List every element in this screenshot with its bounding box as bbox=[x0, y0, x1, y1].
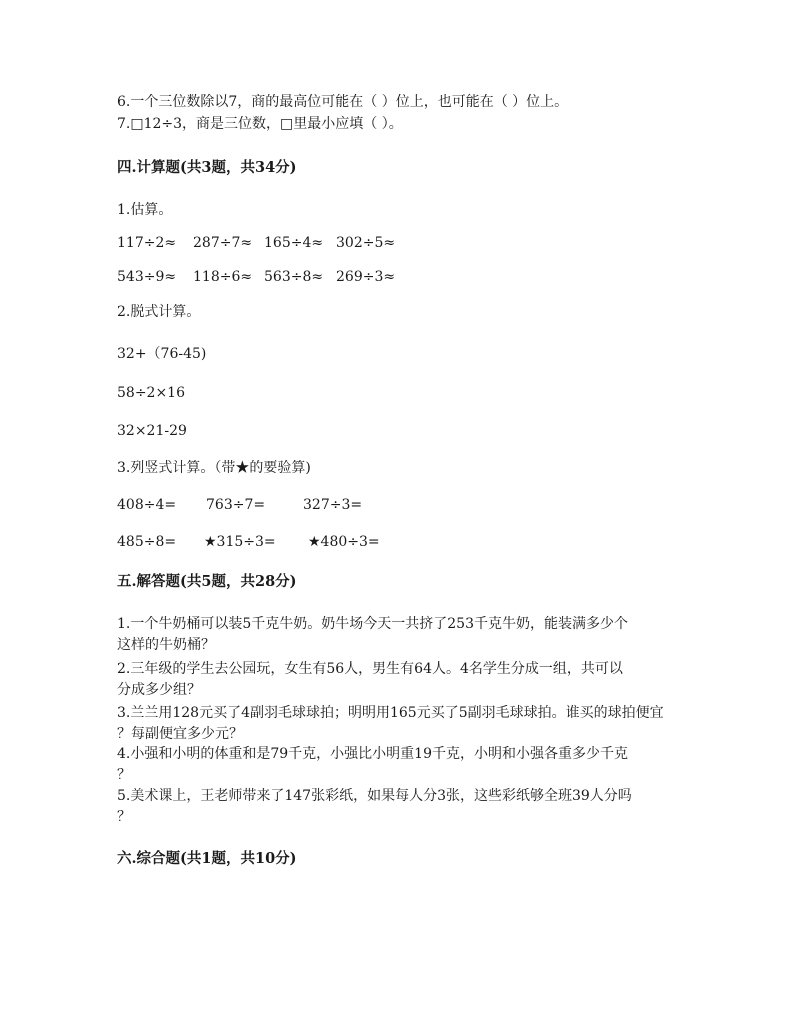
step-calc-item: 32×21-29 bbox=[117, 423, 187, 439]
estimate-item: 269÷3≈ bbox=[336, 269, 396, 285]
step-calc-item: 58÷2×16 bbox=[117, 385, 185, 401]
estimate-item: 563÷8≈ bbox=[264, 269, 324, 285]
estimate-item: 287÷7≈ bbox=[193, 235, 253, 251]
vertical-calc-item: 327÷3= bbox=[303, 497, 363, 513]
vertical-calc-item: ★480÷3= bbox=[308, 534, 380, 550]
vertical-calc-item: 408÷4= bbox=[117, 497, 177, 513]
word-problem-line: 2.三年级的学生去公园玩，女生有56人，男生有64人。4名学生分成一组，共可以 bbox=[117, 661, 623, 677]
question-6: 6.一个三位数除以7，商的最高位可能在（ ）位上，也可能在（ ）位上。 bbox=[117, 94, 569, 110]
question-7: 7.□12÷3，商是三位数，□里最小应填（ ）。 bbox=[117, 116, 403, 132]
word-problem-line: 分成多少组？ bbox=[117, 682, 201, 698]
estimate-item: 165÷4≈ bbox=[264, 235, 324, 251]
step-calc-item: 32+（76-45) bbox=[117, 346, 207, 362]
word-problem-line: ？ bbox=[117, 809, 131, 825]
word-problem-line: 5.美术课上，王老师带来了147张彩纸，如果每人分3张，这些彩纸够全班39人分吗 bbox=[117, 788, 632, 804]
section-5-title: 五.解答题(共5题，共28分) bbox=[117, 573, 297, 590]
section-4-title: 四.计算题(共3题，共34分) bbox=[117, 159, 297, 176]
estimate-item: 302÷5≈ bbox=[336, 235, 396, 251]
vertical-calc-title: 3.列竖式计算。（带★的要验算) bbox=[117, 460, 311, 476]
word-problem-line: 1.一个牛奶桶可以装5千克牛奶。奶牛场今天一共挤了253千克牛奶，能装满多少个 bbox=[117, 616, 628, 632]
vertical-calc-item: 763÷7= bbox=[206, 497, 266, 513]
estimate-title: 1.估算。 bbox=[117, 202, 173, 218]
vertical-calc-item: ★315÷3= bbox=[204, 534, 276, 550]
vertical-calc-item: 485÷8= bbox=[117, 534, 177, 550]
estimate-item: 543÷9≈ bbox=[117, 269, 177, 285]
word-problem-line: 4.小强和小明的体重和是79千克，小强比小明重19千克，小明和小强各重多少千克 bbox=[117, 746, 628, 762]
estimate-item: 118÷6≈ bbox=[193, 269, 253, 285]
word-problem-line: 这样的牛奶桶？ bbox=[117, 637, 215, 653]
estimate-item: 117÷2≈ bbox=[117, 235, 177, 251]
section-6-title: 六.综合题(共1题，共10分) bbox=[117, 850, 297, 867]
step-calc-title: 2.脱式计算。 bbox=[117, 304, 201, 320]
word-problem-line: ？ bbox=[117, 767, 131, 783]
word-problem-line: ？每副便宜多少元？ bbox=[117, 726, 243, 742]
word-problem-line: 3.兰兰用128元买了4副羽毛球球拍；明明用165元买了5副羽毛球球拍。谁买的球拍便宜 bbox=[117, 705, 664, 721]
